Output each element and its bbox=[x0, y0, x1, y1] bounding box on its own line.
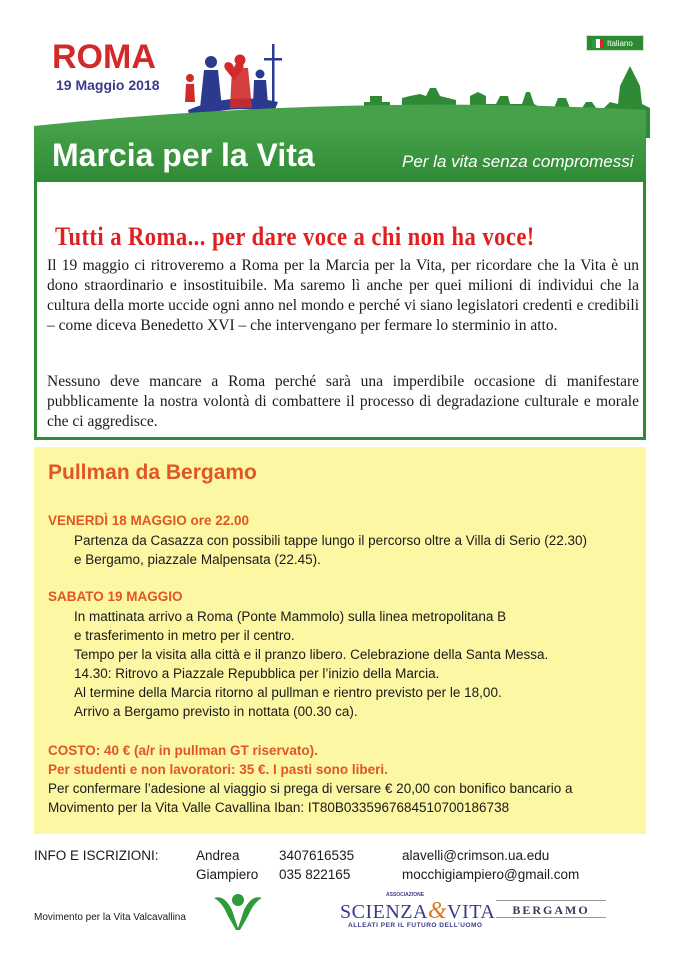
contact-name: Giampiero bbox=[196, 867, 259, 882]
saturday-line: 14.30: Ritrovo a Piazzale Repubblica per l’inizio della Marcia. bbox=[74, 666, 440, 681]
saturday-details bbox=[74, 607, 548, 721]
sv-right-word: VITA bbox=[447, 901, 496, 923]
language-label: Italiano bbox=[607, 39, 633, 48]
payment-line: Movimento per la Vita Valle Cavallina Iban: IT80B0335967684510700186738 bbox=[48, 800, 510, 815]
contact-email[interactable]: mocchigiampiero@gmail.com bbox=[402, 867, 580, 882]
event-slogan: Per la vita senza compromessi bbox=[402, 152, 634, 171]
sv-tagline: ALLEATI PER IL FUTURO DELL’UOMO bbox=[348, 922, 483, 929]
contact-names bbox=[196, 846, 258, 884]
sv-association-label: ASSOCIAZIONE bbox=[386, 892, 425, 898]
intro-paragraph-1: Il 19 maggio ci ritroveremo a Roma per la Marcia per la Vita, per ricordare che la Vita è un dono straordinario e insostituibile. Ma saremo lì anche per quei milioni di individui che la cultura della morte uccide ogni anno nel mondo e perché vi siano legislatori credenti e credibili – come diceva Benedetto XVI – che intervengano per fermare lo sterminio in atto. bbox=[47, 257, 639, 334]
bus-title: Pullman da Bergamo bbox=[48, 461, 257, 484]
language-selector[interactable] bbox=[586, 35, 644, 51]
bus-section bbox=[34, 447, 646, 834]
sv-ampersand: & bbox=[427, 898, 448, 924]
saturday-line: Tempo per la visita alla città e il pranzo libero. Celebrazione della Santa Messa. bbox=[74, 647, 549, 662]
city-title: ROMA bbox=[52, 38, 156, 76]
payment-line: Per confermare l’adesione al viaggio si prega di versare € 20,00 con bonifico bancario a bbox=[48, 781, 573, 796]
intro-paragraph-2: Nessuno deve mancare a Roma perché sarà una imperdibile occasione di manifestare pubblicamente la nostra volontà di combattere il processo di degradazione culturale e morale che ci aggredisce. bbox=[47, 373, 639, 430]
friday-heading: VENERDÌ 18 MAGGIO ore 22.00 bbox=[48, 513, 250, 528]
contact-phones bbox=[279, 846, 354, 884]
event-date: 19 Maggio 2018 bbox=[56, 77, 160, 93]
contact-name: Andrea bbox=[196, 848, 240, 863]
students-line: Per studenti e non lavoratori: 35 €. I pasti sono liberi. bbox=[48, 762, 388, 777]
italian-flag-icon bbox=[592, 39, 604, 48]
info-label bbox=[34, 846, 159, 865]
sv-wordmark bbox=[340, 898, 495, 925]
friday-details bbox=[74, 531, 587, 569]
contact-email[interactable]: alavelli@crimson.ua.edu bbox=[402, 848, 550, 863]
saturday-heading: SABATO 19 MAGGIO bbox=[48, 589, 183, 604]
cost-details bbox=[48, 741, 573, 817]
contact-phone[interactable]: 035 822165 bbox=[279, 867, 351, 882]
saturday-line: Al termine della Marcia ritorno al pullman e rientro previsto per le 18,00. bbox=[74, 685, 502, 700]
movement-name: Movimento per la Vita Valcavallina bbox=[34, 912, 186, 923]
movimento-vita-logo-icon bbox=[210, 888, 266, 932]
contact-emails bbox=[402, 846, 579, 884]
saturday-line: Arrivo a Bergamo previsto in nottata (00.30 ca). bbox=[74, 704, 358, 719]
headline: Tutti a Roma... per dare voce a chi non ha voce! bbox=[55, 222, 535, 251]
header bbox=[0, 0, 679, 182]
info-label-text: INFO E ISCRIZIONI: bbox=[34, 848, 159, 863]
intro-box bbox=[34, 182, 646, 440]
friday-line: e Bergamo, piazzale Malpensata (22.45). bbox=[74, 552, 321, 567]
sv-left-word: SCIENZA bbox=[340, 901, 428, 923]
bergamo-label: BERGAMO bbox=[496, 900, 606, 918]
saturday-line: In mattinata arrivo a Roma (Ponte Mammolo) sulla linea metropolitana B bbox=[74, 609, 507, 624]
saturday-line: e trasferimento in metro per il centro. bbox=[74, 628, 295, 643]
event-title: Marcia per la Vita bbox=[52, 137, 315, 173]
cost-line: COSTO: 40 € (a/r in pullman GT riservato). bbox=[48, 743, 318, 758]
scienza-vita-logo bbox=[340, 892, 496, 936]
contact-phone[interactable]: 3407616535 bbox=[279, 848, 355, 863]
friday-line: Partenza da Casazza con possibili tappe lungo il percorso oltre a Villa di Serio (22.30) bbox=[74, 533, 588, 548]
